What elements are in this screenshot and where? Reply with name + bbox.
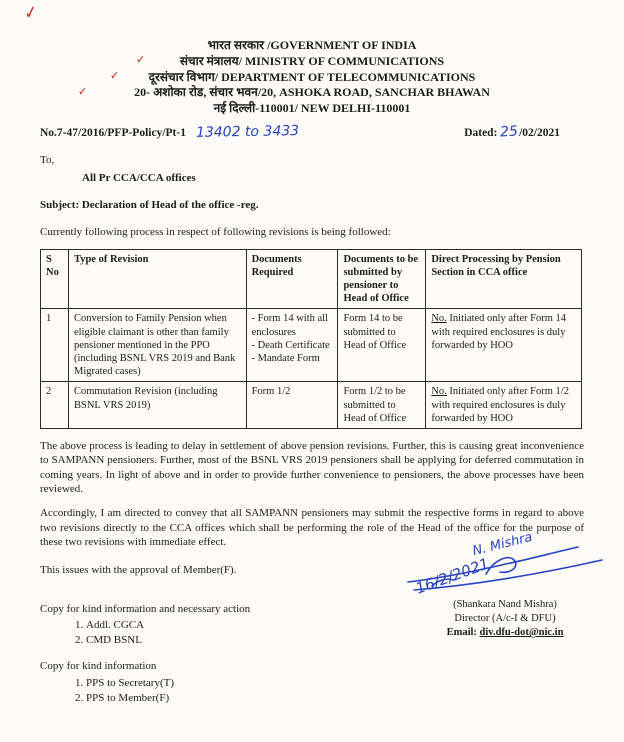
cell-sno: 2 — [41, 382, 69, 429]
doc-item: - Death Certificate — [251, 339, 330, 351]
addressee: All Pr CCA/CCA offices — [82, 171, 196, 184]
subject-line: Subject: Declaration of Head of the office -reg. — [40, 198, 259, 211]
col-header-direct-processing: Direct Processing by Pension Section in CCA office — [426, 249, 582, 309]
letterhead — [40, 38, 584, 117]
copy-heading-2: Copy for kind information — [40, 660, 157, 673]
signature-block — [413, 529, 590, 641]
cell-sno: 1 — [41, 309, 69, 382]
copy-list-2 — [40, 676, 584, 706]
handwritten-signature-name: N. Mishra — [471, 529, 534, 560]
cell-submit: Form 1/2 to be submitted to Head of Office — [338, 382, 426, 429]
doc-item: Form 1/2 — [251, 386, 291, 398]
red-tick-icon: ✓ — [136, 53, 146, 66]
cell-type: Conversion to Family Pension when eligible claimant is other than family pensioner mentioned in the PPO (including BSNL VRS 2019 and Bank Migrated cases) — [68, 309, 246, 382]
table-row — [41, 382, 582, 429]
col-header-docs-submitted: Documents to be submitted by pensioner to Head of Office — [338, 249, 426, 309]
cell-submit: Form 14 to be submitted to Head of Office — [338, 309, 426, 382]
signatory-title: Director (A/c-I & DFU) — [454, 613, 556, 625]
col-header-sno: S No — [41, 249, 69, 309]
col-header-docs-required: Documents Required — [246, 249, 338, 309]
body-paragraph-2: Accordingly, I am directed to convey that all SAMPANN pensioners may submit the respective forms in regard to above two revisions directly to the CCA offices which shall be performing the role of the Head of the office for the purpose of these two revisions with immediate effect. — [40, 507, 584, 548]
copy-item: 1. PPS to Secretary(T) — [86, 676, 584, 690]
letterhead-line-department: दूरसंचार विभाग/ DEPARTMENT OF TELECOMMUNICATIONS — [148, 69, 476, 84]
doc-item: - Form 14 with all enclosures — [251, 313, 328, 338]
table-row — [41, 309, 582, 382]
copy-item: 2. PPS to Member(F) — [86, 691, 584, 705]
cell-direct-processing — [426, 309, 582, 382]
email-address: div.dfu-dot@nic.in — [479, 627, 564, 639]
signatory-name: (Shankara Nand Mishra) — [453, 599, 557, 610]
doc-item: - Mandate Form — [251, 353, 320, 365]
dated-label: Dated: — [464, 127, 498, 140]
revision-process-table — [40, 249, 582, 430]
table-header-row — [41, 249, 582, 309]
direct-no: No. — [431, 386, 447, 398]
signatory-email-line — [420, 626, 590, 640]
handwritten-date-day: 25 — [499, 123, 519, 141]
copy-heading-1: Copy for kind information and necessary action — [40, 602, 251, 615]
cell-docs-required — [246, 309, 338, 382]
red-tick-icon: ✓ — [78, 85, 88, 98]
intro-line: Currently following process in respect of following revisions is being followed: — [40, 226, 391, 239]
cell-type: Commutation Revision (including BSNL VRS 2019) — [68, 382, 246, 429]
approval-line: This issues with the approval of Member(F). — [40, 564, 237, 577]
letterhead-line-city: नई दिल्ली-110001/ NEW DELHI-110001 — [213, 101, 411, 116]
file-number: No.7-47/2016/PFP-Policy/Pt-1 — [40, 127, 186, 140]
dated-month-year: /02/2021 — [519, 127, 560, 140]
signature-scribble — [413, 529, 590, 598]
direct-rest: Initiated only after Form 1/2 with required enclosures is duly forwarded by HOO — [431, 386, 569, 424]
letterhead-line-address: 20- अशोका रोड, संचार भवन/20, ASHOKA ROAD, SANCHAR BHAWAN — [134, 85, 490, 100]
email-label: Email: — [446, 627, 477, 639]
col-header-type: Type of Revision — [68, 249, 246, 309]
letterhead-line-govt: भारत सरकार /GOVERNMENT OF INDIA — [207, 38, 417, 52]
reference-line — [40, 123, 584, 141]
red-tick-icon: ✓ — [110, 69, 120, 82]
cell-direct-processing — [426, 382, 582, 429]
body-paragraph-1: The above process is leading to delay in settlement of above pension revisions. Further, this is causing great inconvenience to SAMPANN pensioners. Further, most of the BSNL VRS 2019 pensioners shall be applying for deferred commutation in coming years. In light of above and in order to provide further convenience to pensioners, the above processes have been reviewed. — [40, 440, 584, 496]
red-tick-icon: ✓ — [22, 1, 41, 25]
cell-docs-required — [246, 382, 338, 429]
handwritten-diary-number: 13402 to 3433 — [195, 123, 300, 142]
copy-item: 2. CMD BSNL — [86, 633, 584, 647]
dated — [464, 123, 560, 141]
handwritten-signature-date: 16/2/2021 — [413, 554, 492, 598]
to-label: To, — [40, 154, 55, 167]
direct-rest: Initiated only after Form 14 with required enclosures is duly forwarded by HOO — [431, 313, 567, 351]
letterhead-line-ministry: संचार मंत्रालय/ MINISTRY OF COMMUNICATIONS — [179, 53, 445, 68]
copy-item: 1. Addl. CGCA — [86, 618, 584, 632]
direct-no: No. — [431, 313, 447, 325]
